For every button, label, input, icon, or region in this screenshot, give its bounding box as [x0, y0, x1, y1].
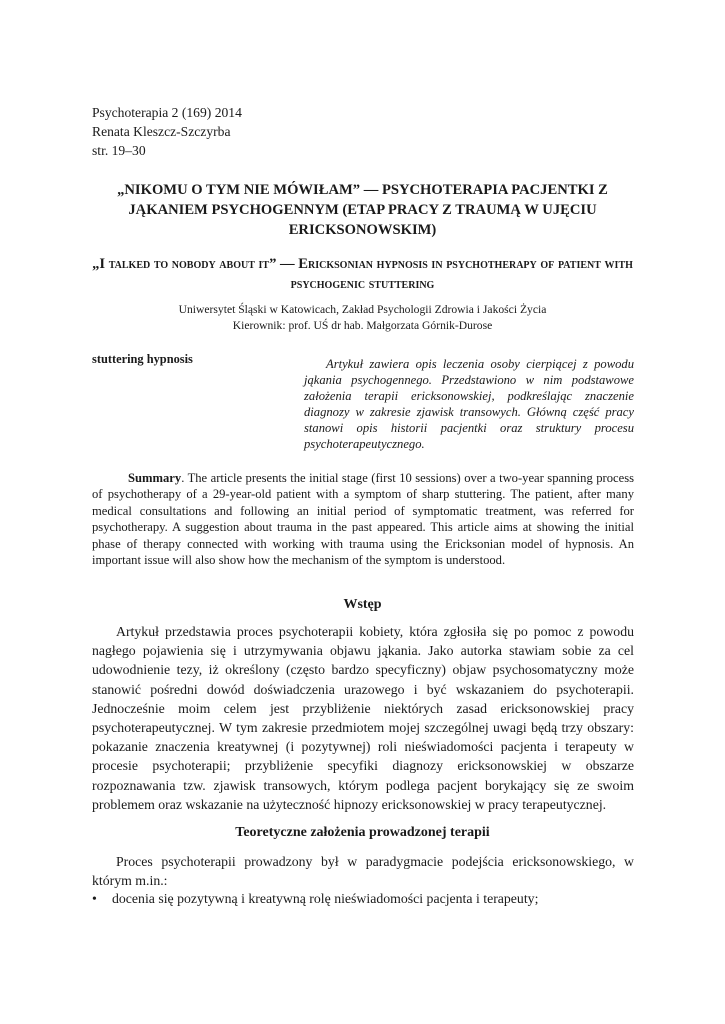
keywords: stuttering hypnosis: [92, 352, 193, 366]
page-range: str. 19–30: [92, 143, 146, 158]
bullet-list-item: [92, 889, 634, 908]
abstract-polish: Artykuł zawiera opis leczenia osoby cierpiącej z powodu jąkania psychogennego. Przedstawiono w nim podstawowe założenia terapii ericksonowskiej, podkreślając znaczenie diagnozy w zakresie zjawisk transowych. Główną część pracy stanowi opis historii pacjentki oraz struktury procesu psychoterapeutycznego.: [304, 357, 634, 451]
title-english: „I talked to nobody about it” — Ericksonian hypnosis in psychotherapy of patient with psychogenic stuttering: [92, 256, 633, 292]
affiliation-head: Kierownik: prof. UŚ dr hab. Małgorzata Górnik-Durose: [232, 319, 493, 332]
section-heading-theory: Teoretyczne założenia prowadzonej terapii: [235, 825, 490, 840]
bullet-icon: •: [92, 891, 97, 906]
affiliation: [80, 302, 645, 334]
summary-paragraph: [92, 470, 634, 568]
affiliation-institution: Uniwersytet Śląski w Katowicach, Zakład Psychologii Zdrowia i Jakości Życia: [178, 303, 547, 316]
title-polish: „NIKOMU O TYM NIE MÓWIŁAM” — PSYCHOTERAPIA PACJENTKI Z JĄKANIEM PSYCHOGENNYM (ETAP PRACY Z TRAUMĄ W UJĘCIU ERICKSONOWSKIM): [117, 182, 608, 238]
theory-paragraph: Proces psychoterapii prowadzony był w paradygmacie podejścia ericksonowskiego, w którym m.in.:: [92, 854, 634, 889]
summary-text: . The article presents the initial stage (first 10 sessions) over a two-year spanning process of psychotherapy of a 29-year-old patient with a symptom of sharp stuttering. The patient, after many medical consultations and following an initial period of symptomatic treatment, was referred for psychotherapy. A suggestion about trauma in the past appeared. This article aims at showing the initial phase of therapy connected with working with trauma using the Ericksonian model of hypnosis. An important issue will also show how the mechanism of the symptom is understood.: [92, 471, 634, 568]
intro-paragraph: Artykuł przedstawia proces psychoterapii kobiety, która zgłosiła się po pomoc z powodu nagłego pojawienia się i utrzymywania objawu jąkania. Jako autorka stawiam sobie za cel udowodnienie tezy, iż określony (często bardzo specyficzny) objaw psychosomatyczny może stanowić pośredni dowód doświadczenia urazowego i być wskazaniem do psychoterapii. Jednocześnie moim celem jest przybliżenie niektórych zasad ericksonowskiej pracy psychoterapeutycznej. W tym zakresie przedmiotem mojej szczególnej uwagi będą trzy obszary: pokazanie znaczenia kreatywnej (i pozytywnej) roli nieświadomości pacjenta i terapeuty w procesie psychoterapii; przybliżenie specyfiki diagnozy ericksonowskiej w obszarze rozpoznawania tzw. zjawisk transowych, którym podlega pacjent borykający się ze swoim problemem oraz wskazanie na użyteczność hipnozy ericksonowskiej w pracy terapeutycznej.: [92, 624, 634, 812]
author-name: Renata Kleszcz-Szczyrba: [92, 124, 231, 139]
bullet-text: docenia się pozytywną i kreatywną rolę nieświadomości pacjenta i terapeuty;: [112, 891, 539, 906]
journal-citation: Psychoterapia 2 (169) 2014: [92, 105, 242, 120]
journal-header: [92, 103, 242, 160]
section-heading-intro: Wstęp: [343, 597, 382, 612]
summary-label: Summary: [128, 471, 182, 485]
